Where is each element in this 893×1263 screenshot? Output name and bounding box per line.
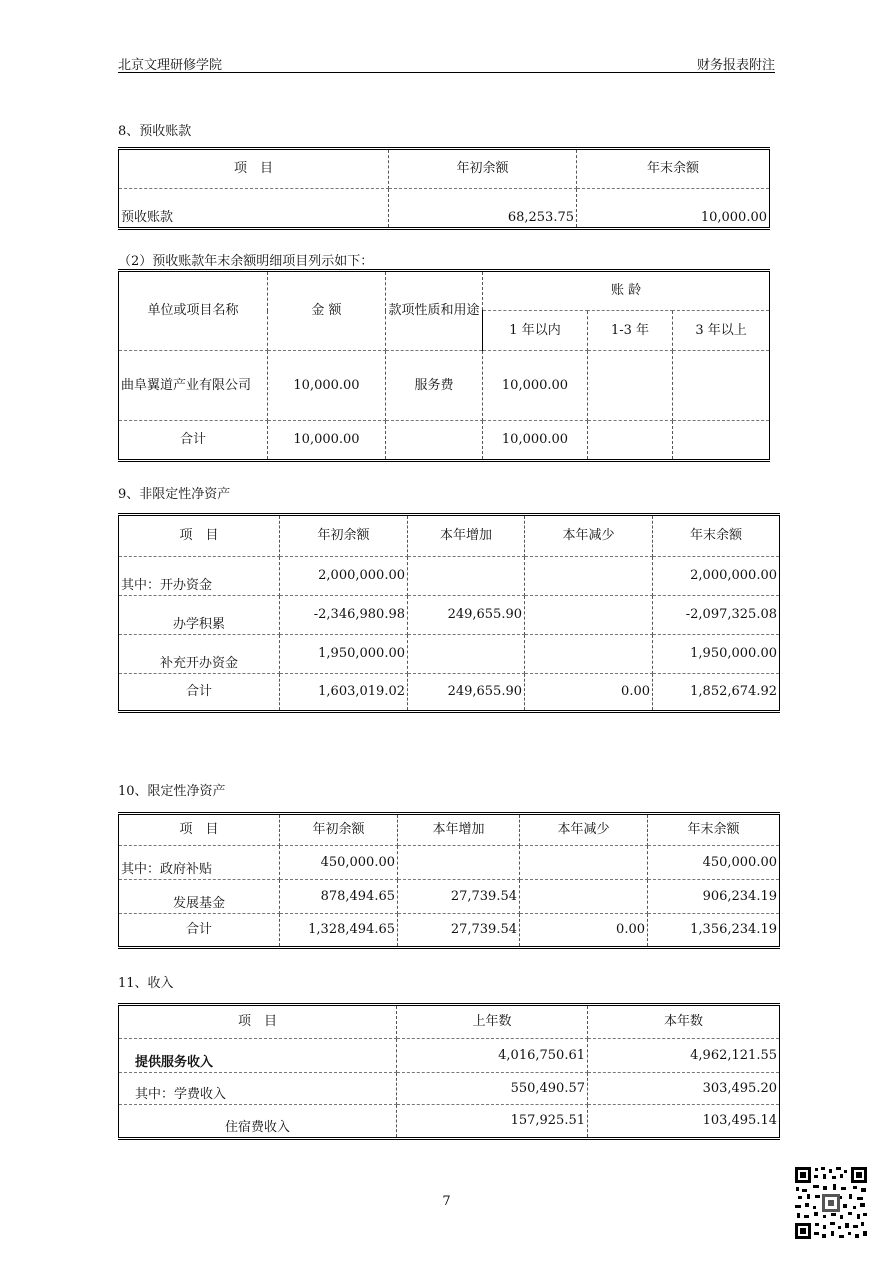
col-header-opening: 年初余额 [280,814,398,846]
table-cell [525,557,653,596]
table-cell: 10,000.00 [577,189,770,229]
table-row [119,1105,780,1139]
col-header-aging: 账 龄 [483,271,770,311]
col-header-name: 单位或项目名称 [119,271,268,351]
col-header-within-1y: 1 年以内 [483,311,588,351]
table-row [119,914,780,948]
table-cell [673,351,770,421]
table-row [119,635,780,674]
header-org-name: 北京文理研修学院 [118,58,223,73]
table-cell: 303,495.20 [588,1073,780,1105]
col-header-current-year: 本年数 [588,1005,780,1039]
table-row [119,596,780,635]
advance-receipts-table [118,147,770,230]
table-cell: 157,925.51 [397,1105,588,1139]
col-header-closing: 年末余额 [653,515,780,557]
table-cell: 4,962,121.55 [588,1039,780,1073]
table-cell: -2,346,980.98 [280,596,408,635]
col-header-item: 项 目 [119,814,280,846]
section-8-title: 8、预收账款 [118,124,192,139]
table-cell: 10,000.00 [268,351,386,421]
table-row [119,846,780,880]
table-cell: 其中：政府补贴 [119,846,280,880]
table-cell: 10,000.00 [483,351,588,421]
table-cell: 878,494.65 [280,880,398,914]
table-cell [525,635,653,674]
table-cell: 住宿费收入 [119,1105,397,1139]
table-cell: 办学积累 [119,596,280,635]
page-number: 7 [442,1194,451,1209]
table-cell: 曲阜翼道产业有限公司 [119,351,268,421]
table-cell [386,421,483,461]
col-header-item: 项 目 [119,149,389,189]
table-cell: 2,000,000.00 [653,557,780,596]
col-header-item: 项 目 [119,515,280,557]
table-cell [588,351,673,421]
header-rule [118,72,775,73]
table-cell: 提供服务收入 [119,1039,397,1073]
col-header-decrease: 本年减少 [525,515,653,557]
table-cell: 服务费 [386,351,483,421]
col-header-closing: 年末余额 [577,149,770,189]
table-row [119,880,780,914]
table-cell: 其中：开办资金 [119,557,280,596]
col-header-decrease: 本年减少 [520,814,648,846]
table-cell: 合计 [119,914,280,948]
table-cell: 10,000.00 [268,421,386,461]
table-cell: 249,655.90 [408,674,525,712]
table-row [119,1073,780,1105]
restricted-net-assets-table [118,812,780,949]
table-cell [520,880,648,914]
table-cell [398,846,520,880]
table-cell: 103,495.14 [588,1105,780,1139]
col-header-item: 项 目 [119,1005,397,1039]
table-cell: 27,739.54 [398,880,520,914]
revenue-table [118,1003,780,1140]
table-row [119,557,780,596]
table-cell: 1,950,000.00 [280,635,408,674]
table-cell: 450,000.00 [648,846,780,880]
qr-code-icon [793,1165,869,1241]
table-cell: 发展基金 [119,880,280,914]
table-cell: 补充开办资金 [119,635,280,674]
table-cell: 27,739.54 [398,914,520,948]
table-cell: 1,950,000.00 [653,635,780,674]
table-cell: 1,356,234.19 [648,914,780,948]
table-cell: 0.00 [520,914,648,948]
table-cell: 10,000.00 [483,421,588,461]
col-header-amount: 金 额 [268,271,386,351]
table-cell: 4,016,750.61 [397,1039,588,1073]
table-cell: -2,097,325.08 [653,596,780,635]
section-9-title: 9、非限定性净资产 [118,487,231,502]
col-header-increase: 本年增加 [408,515,525,557]
table-cell: 其中：学费收入 [119,1073,397,1105]
table-cell: 450,000.00 [280,846,398,880]
table-cell: 906,234.19 [648,880,780,914]
col-header-nature: 款项性质和用途 [386,271,483,351]
table-cell [673,421,770,461]
table-cell [525,596,653,635]
table-cell [520,846,648,880]
table-cell: 1,328,494.65 [280,914,398,948]
section-11-title: 11、收入 [118,976,174,991]
table-cell: 249,655.90 [408,596,525,635]
col-header-prior-year: 上年数 [397,1005,588,1039]
advance-receipts-detail-table [118,269,770,462]
col-header-1-3y: 1-3 年 [588,311,673,351]
table-cell: 1,852,674.92 [653,674,780,712]
col-header-closing: 年末余额 [648,814,780,846]
table-cell [408,635,525,674]
section-10-title: 10、限定性净资产 [118,784,226,799]
header-doc-title: 财务报表附注 [696,58,775,73]
unrestricted-net-assets-table [118,513,780,713]
col-header-over-3y: 3 年以上 [673,311,770,351]
table-cell: 合计 [119,674,280,712]
table-cell: 0.00 [525,674,653,712]
col-header-opening: 年初余额 [389,149,577,189]
table-cell [588,421,673,461]
table-cell: 合计 [119,421,268,461]
table-cell: 550,490.57 [397,1073,588,1105]
table-cell [408,557,525,596]
table-row [119,1039,780,1073]
table-row [119,674,780,712]
table-cell: 2,000,000.00 [280,557,408,596]
col-header-opening: 年初余额 [280,515,408,557]
table-cell: 1,603,019.02 [280,674,408,712]
section-8-detail-title: （2）预收账款年末余额明细项目列示如下： [118,254,374,269]
col-header-increase: 本年增加 [398,814,520,846]
table-cell: 68,253.75 [389,189,577,229]
table-cell: 预收账款 [119,189,389,229]
